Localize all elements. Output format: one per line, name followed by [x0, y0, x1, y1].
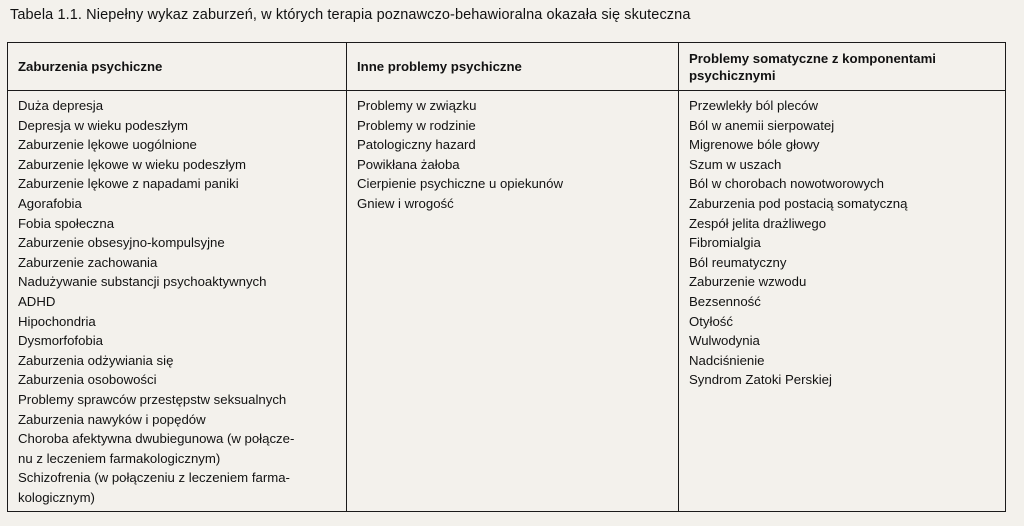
- list-item: Problemy w związku: [357, 98, 477, 113]
- list-item: Zaburzenie lękowe z napadami paniki: [18, 176, 239, 192]
- list-item: Zaburzenie zachowania: [18, 254, 158, 270]
- list-item: Syndrom Zatoki Perskiej: [689, 372, 832, 388]
- list-item: Cierpienie psychiczne u opiekunów: [357, 176, 563, 192]
- list-item: Hipochondria: [18, 313, 96, 329]
- list-item: Depresja w wieku podeszłym: [18, 117, 189, 133]
- list-item: Zaburzenia odżywiania się: [18, 352, 174, 368]
- list-item: Przewlekły ból pleców: [689, 98, 818, 113]
- list-item: Zespół jelita drażliwego: [689, 215, 827, 231]
- column-mental-disorders: [8, 91, 347, 511]
- list-item: Zaburzenia osobowości: [18, 372, 157, 388]
- table-caption: Tabela 1.1. Niepełny wykaz zaburzeń, w których terapia poznawczo-behawioralna okazała się skuteczna: [10, 7, 691, 23]
- other-problems-list: [357, 96, 678, 214]
- disorders-table: [7, 42, 1006, 512]
- list-item: Zaburzenie wzwodu: [689, 274, 807, 290]
- list-item: ADHD: [18, 293, 56, 309]
- list-item: Otyłość: [689, 313, 733, 329]
- list-item: Ból reumatyczny: [689, 254, 787, 270]
- somatic-problems-list: [689, 96, 1005, 390]
- list-item: Zaburzenia pod postacią somatyczną: [689, 195, 908, 211]
- header-mental-disorders: Zaburzenia psychiczne: [8, 43, 347, 91]
- header-somatic-problems: Problemy somatyczne z komponentami psychicznymi: [679, 43, 1005, 91]
- list-item: Zaburzenia nawyków i popędów: [18, 411, 206, 427]
- list-item: Patologiczny hazard: [357, 137, 476, 153]
- list-item: Nadużywanie substancji psychoaktywnych: [18, 274, 267, 290]
- column-somatic-problems: [679, 91, 1005, 511]
- list-item: Zaburzenie lękowe uogólnione: [18, 137, 197, 153]
- list-item: Fobia społeczna: [18, 215, 115, 231]
- list-item: Agorafobia: [18, 195, 82, 211]
- list-item: Wulwodynia: [689, 333, 760, 349]
- list-item: Powikłana żałoba: [357, 156, 460, 172]
- column-other-problems: [347, 91, 679, 511]
- list-item: Problemy w rodzinie: [357, 117, 476, 133]
- header-other-problems: Inne problemy psychiczne: [347, 43, 679, 91]
- list-item: Szum w uszach: [689, 156, 782, 172]
- list-item: Gniew i wrogość: [357, 195, 454, 211]
- list-item: Dysmorfofobia: [18, 333, 104, 349]
- list-item: Fibromialgia: [689, 235, 761, 251]
- list-item: Nadciśnienie: [689, 352, 765, 368]
- list-item: Duża depresja: [18, 98, 104, 113]
- list-item: Choroba afektywna dwubiegunowa (w połącze- nu z leczeniem farmakologicznym): [18, 431, 295, 466]
- list-item: Zaburzenie lękowe w wieku podeszłym: [18, 156, 246, 172]
- mental-disorders-list: [18, 96, 346, 507]
- list-item: Bezsenność: [689, 293, 761, 309]
- list-item: Zaburzenie obsesyjno-kompulsyjne: [18, 235, 225, 251]
- list-item: Schizofrenia (w połączeniu z leczeniem farma- kologicznym): [18, 470, 290, 505]
- list-item: Migrenowe bóle głowy: [689, 137, 820, 153]
- list-item: Problemy sprawców przestępstw seksualnych: [18, 391, 287, 407]
- list-item: Ból w chorobach nowotworowych: [689, 176, 884, 192]
- list-item: Ból w anemii sierpowatej: [689, 117, 835, 133]
